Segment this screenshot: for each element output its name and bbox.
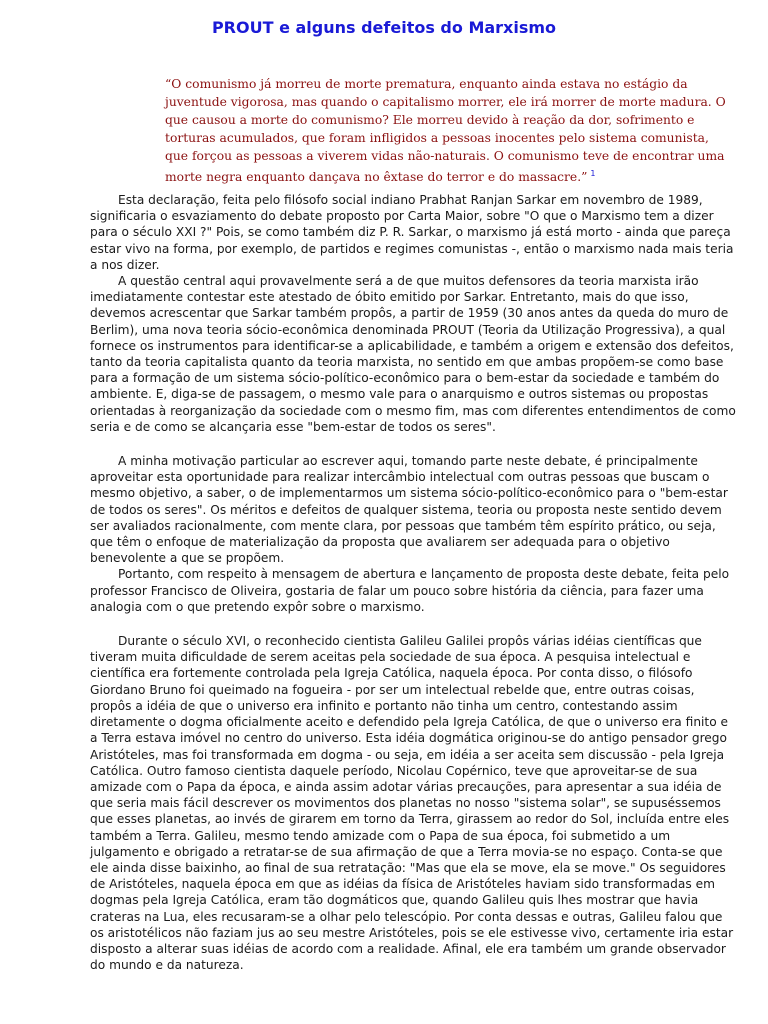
paragraph: Portanto, com respeito à mensagem de abertura e lançamento de proposta deste debate, feita pelo professor Francisco de Oliveira, gostaria de falar um pouco sobre história da ciência, para fazer uma analogia com o que pretendo expôr sobre o marxismo.	[90, 567, 730, 614]
document-title: PROUT e alguns defeitos do Marxismo	[211, 18, 557, 37]
epigraph-quote	[165, 75, 735, 186]
paragraph: Durante o século XVI, o reconhecido cientista Galileu Galilei propôs várias idéias científicas que tiveram muita dificuldade de serem aceitas pela sociedade de sua época. A pesquisa intelectual e científica era fortemente controlada pela Igreja Católica, naquela época. Por conta disso, o filósofo Giordano Bruno foi queimado na fogueira - por ser um intelectual rebelde que, entre outras coisas, propôs a idéia de que o universo era infinito e portanto não tinha um centro, contestando assim diretamente o dogma oficialmente aceito e defendido pela Igreja Católica, de que o universo era finito e a Terra estava imóvel no centro do universo. Esta idéia dogmática originou-se do antigo pensador grego Aristóteles, mas foi transformada em dogma - ou seja, em idéia a ser aceita sem discussão - pela Igreja Católica. Outro famoso cientista daquele período, Nicolau Copérnico, teve que aproveitar-se de sua amizade com o Papa da época, e ainda assim adotar várias precauções, para apresentar a sua idéia de que seria mais fácil descrever os movimentos dos planetas no nosso "sistema solar", se supuséssemos que esses planetas, ao invés de girarem em torno da Terra, girassem ao redor do Sol, incluída entre eles também a Terra. Galileu, mesmo tendo amizade com o Papa de sua época, foi submetido a um julgamento e obrigado a retratar-se de sua afirmação de que a Terra movia-se no espaço. Conta-se que ele ainda disse baixinho, ao final de sua retratação: "Mas que ela se move, ela se move." Os seguidores de Aristóteles, naquela época em que as idéias da física de Aristóteles haviam sido transformadas em dogmas pela Igreja Católica, eram tão dogmáticos que, quando Galileu quis lhes mostrar que havia crateras na Lua, eles recusaram-se a olhar pelo telescópio. Por conta dessas e outras, Galileu falou que os aristotélicos não faziam jus ao seu mestre Aristóteles, pois se ele estivesse vivo, certamente iria estar disposto a alterar suas idéias de acordo com a realidade. Afinal, ele era também um grande observador do mundo e da natureza.	[90, 634, 734, 973]
footnote-marker[interactable]: 1	[590, 169, 596, 178]
paragraph: A minha motivação particular ao escrever aqui, tomando parte neste debate, é principalmente aproveitar esta oportunidade para realizar intercâmbio intelectual com outras pessoas que buscam o mesmo objetivo, a saber, o de implementarmos um sistema sócio-político-econômico para o "bem-estar de todos os seres". Os méritos e defeitos de qualquer sistema, teoria ou proposta neste sentido devem ser avaliados racionalmente, com mente clara, por pessoas que também têm espírito prático, ou seja, que têm o enfoque de materialização da proposta que avaliarem ser adequada para o objetivo benevolente a que se propõem.	[90, 454, 728, 566]
document-body	[90, 192, 738, 973]
paragraph: A questão central aqui provavelmente será a de que muitos defensores da teoria marxista irão imediatamente contestar este atestado de óbito emitido por Sarkar. Entretanto, mais do que isso, devemos acrescentar que Sarkar também propôs, a partir de 1959 (30 anos antes da queda do muro de Berlim), uma nova teoria sócio-econômica denominada PROUT (Teoria da Utilização Progressiva), a qual fornece os instrumentos para identificar-se a aplicabilidade, e também a origem e extensão dos defeitos, tanto da teoria capitalista quanto da teoria marxista, no sentido em que ambas propõem-se como base para a formação de um sistema sócio-político-econômico para o bem-estar da sociedade e também do ambiente. E, diga-se de passagem, o mesmo vale para o anarquismo e outros sistemas ou propostas orientadas à reorganização da sociedade com o mesmo fim, mas com diferentes entendimentos de como seria e de como se alcançaria esse "bem-estar de todos os seres".	[90, 274, 736, 434]
paragraph: Esta declaração, feita pelo filósofo social indiano Prabhat Ranjan Sarkar em novembro de 1989, significaria o esvaziamento do debate proposto por Carta Maior, sobre "O que o Marxismo tem a dizer para o século XXI ?" Pois, se como também diz P. R. Sarkar, o marxismo já está morto - ainda que pareça estar vivo na forma, por exemplo, de partidos e regimes comunistas -, então o marxismo nada mais teria a nos dizer.	[90, 193, 734, 272]
quote-text: “O comunismo já morreu de morte prematura, enquanto ainda estava no estágio da juventude vigorosa, mas quando o capitalismo morrer, ele irá morrer de morte madura. O que causou a morte do comunismo? Ele morreu devido à reação da dor, sofrimento e torturas acumulados, que foram infligidos a pessoas inocentes pelo sistema comunista, que forçou as pessoas a viverem vidas não-naturais. O comunismo teve de encontrar uma morte negra enquanto dançava no êxtase do terror e do massacre.”	[165, 77, 726, 185]
